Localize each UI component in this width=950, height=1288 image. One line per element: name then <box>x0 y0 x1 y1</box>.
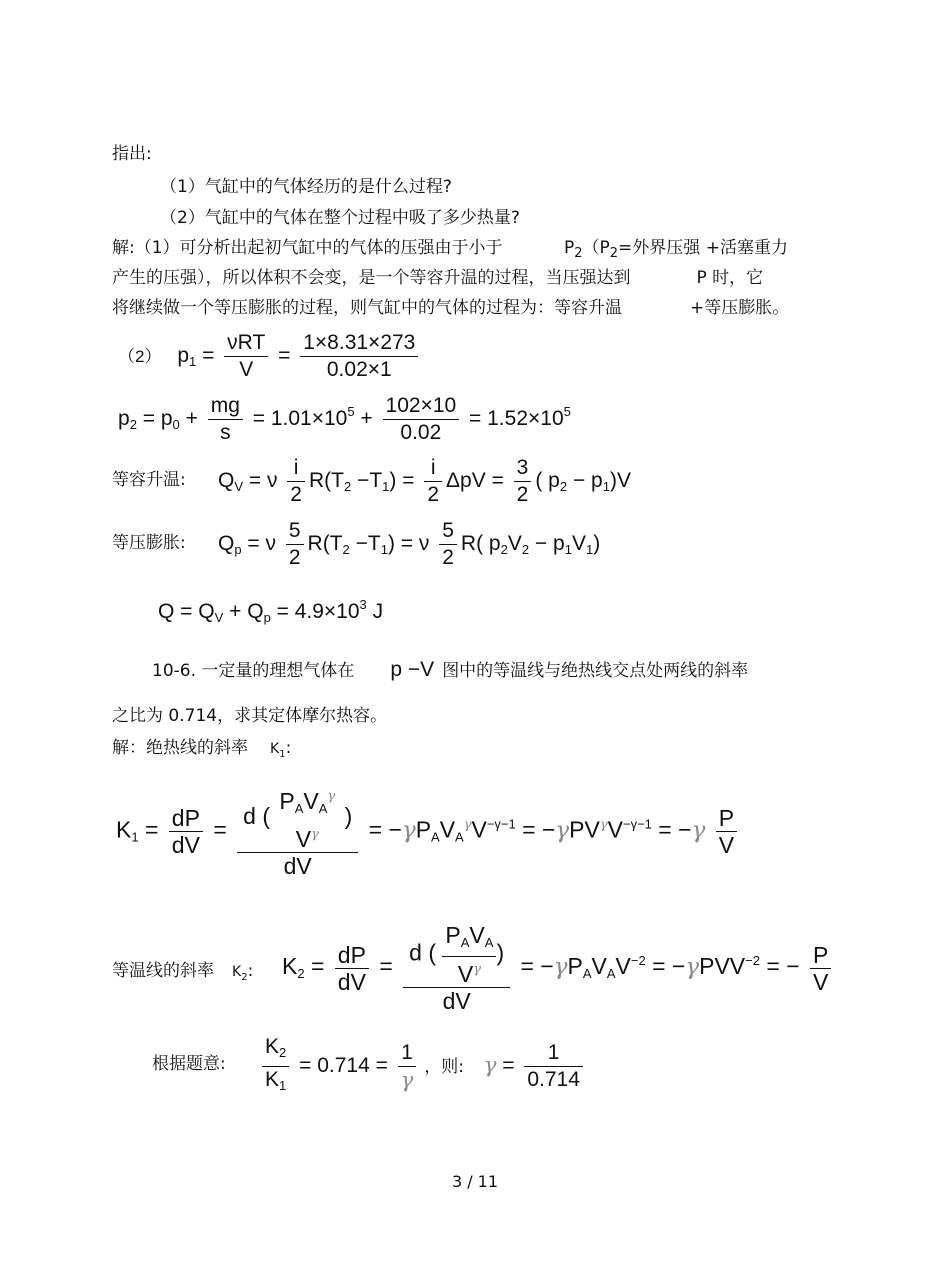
question-1: （1）气缸中的气体经历的是什么过程? <box>160 177 452 197</box>
solution-line3: 将继续做一个等压膨胀的过程，则气缸中的气体的过程为：等容升温 +等压膨胀。 <box>112 298 790 318</box>
page-number: 3 / 11 <box>451 1172 499 1191</box>
problem-line1: 10-6. 一定量的理想气体在 p −V 图中的等温线与绝热线交点处两线的斜率 <box>152 658 749 681</box>
qv-label: 等容升温: <box>112 470 186 490</box>
problem-solution-intro: 解：绝热线的斜率 $K_1$: <box>112 738 292 760</box>
problem-line2: 之比为 0.714，求其定体摩尔热容。 <box>112 706 388 726</box>
p2-equation: $p_2 = p_0$ + $\frac{mg}{s}$ = $1.01\times 10^5$ + $\frac{102\times 10}{0.02}$ = $1.52\times 10^5$ <box>118 394 571 444</box>
solution-line1: 解:（1）可分析出起初气缸中的气体的压强由于小于 $P_2(P_2=$外界压强 +活塞重力 <box>112 238 788 261</box>
q-total-equation: $Q = Q_V + Q_p = 4.9\times 10^3$ J <box>158 597 384 625</box>
intro-zhichu: 指出: <box>112 144 152 164</box>
qp-equation: $Q_p = \nu$ $\frac{5}{2}$ $R(T_2 -T_1) = \nu$ $\frac{5}{2}$ R( $p_2V_2 - p_1V_1$) <box>218 519 601 569</box>
k2-label: 等温线的斜率 $K_2$: <box>112 961 254 983</box>
p1-equation: （2） $p_1$ = $\frac{\text{νRT}}{V}$ = $\frac{1\times 8.31\times 273}{0.02\times 1}$ <box>118 330 422 383</box>
solution-line2: 产生的压强），所以体积不会变，是一个等容升温的过程，当压强达到 P 时，它 <box>112 268 764 288</box>
qp-label: 等压膨胀: <box>112 533 186 553</box>
k2-equation: $K_2$ = $\frac{dP}{dV}$ = d ( $\frac{P_AV_A}{V^\gamma}$ ) dV = $-\gamma P_AV_AV^{-2} = -\gamma PVV^{-2}$ = − $\frac{P}{V}$ <box>282 922 835 1014</box>
question-2: （2）气缸中的气体在整个过程中吸了多少热量? <box>160 208 520 228</box>
ratio-label: 根据题意: <box>152 1054 226 1074</box>
k1-equation: $K_1$ = $\frac{dP}{dV}$ = d ( $P_AV_A^\gamma$ $V^\gamma$ ) dV = $-\gamma P_AV_A^\gamma V^{-\gamma-1} = -\gamma PV^\gamma V^{-\gamma-1} = -\gamma$ $\frac{P}{V}$ <box>116 784 741 879</box>
qv-equation: $Q_V = \nu$ $\frac{i}{2}$ $R(T_2 -T_1)$ = $\frac{i}{2}$ ΔpV = $\frac{3}{2}$ ( $p_2 - p_1)V$ <box>218 456 631 506</box>
ratio-equation: $\frac{K_2}{K_1}$ = 0.714 = $\frac{1}{\gamma}$ ，则: γ = $\frac{1}{0.714}$ <box>258 1034 587 1099</box>
